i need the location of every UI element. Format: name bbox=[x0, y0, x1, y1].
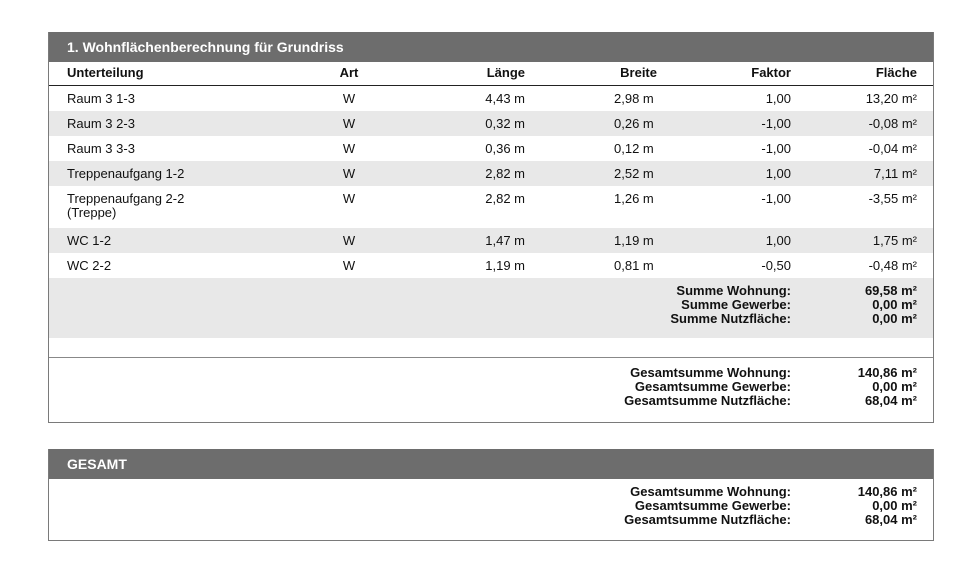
summe-values bbox=[865, 284, 917, 326]
cell-laenge: 0,36 m bbox=[485, 141, 525, 156]
cell-laenge: 1,47 m bbox=[485, 233, 525, 248]
summe-wohnung-label: Summe Wohnung: bbox=[676, 283, 791, 298]
cell-faktor: -1,00 bbox=[761, 116, 791, 131]
cell-breite: 1,19 m bbox=[614, 233, 654, 248]
cell-breite: 0,81 m bbox=[614, 258, 654, 273]
gesamtsumme-gewerbe-value: 0,00 m² bbox=[872, 498, 917, 513]
cell-breite: 0,12 m bbox=[614, 141, 654, 156]
gesamtsumme-wohnung-label: Gesamtsumme Wohnung: bbox=[630, 484, 791, 499]
summe-gewerbe-label: Summe Gewerbe: bbox=[681, 297, 791, 312]
cell-breite: 0,26 m bbox=[614, 116, 654, 131]
cell-art: W bbox=[342, 191, 356, 206]
cell-unterteilung: WC 1-2 bbox=[67, 233, 112, 248]
cell-flaeche: 13,20 m² bbox=[865, 91, 917, 106]
gesamtsumme-wohnung-value: 140,86 m² bbox=[857, 365, 917, 380]
cell-art: W bbox=[342, 91, 356, 106]
cell-faktor: 1,00 bbox=[765, 166, 791, 181]
gesamtsumme-nutzflaeche-value: 68,04 m² bbox=[864, 393, 917, 408]
gesamtsumme-block bbox=[49, 358, 933, 416]
table-row bbox=[49, 253, 933, 278]
cell-art: W bbox=[342, 258, 356, 273]
cell-art: W bbox=[342, 141, 356, 156]
summe-nutzflaeche-value: 0,00 m² bbox=[872, 311, 917, 326]
gesamtsumme-wohnung-label: Gesamtsumme Wohnung: bbox=[630, 365, 791, 380]
header-flaeche: Fläche bbox=[875, 65, 917, 80]
gesamtsumme-gewerbe-label: Gesamtsumme Gewerbe: bbox=[634, 498, 791, 513]
gesamtsumme-values bbox=[858, 485, 917, 527]
gesamtsumme-gewerbe-label: Gesamtsumme Gewerbe: bbox=[634, 379, 791, 394]
summe-labels bbox=[670, 284, 791, 326]
gesamtsumme-values bbox=[858, 366, 917, 408]
section-title: GESAMT bbox=[49, 449, 933, 479]
cell-laenge: 4,43 m bbox=[485, 91, 525, 106]
divider bbox=[49, 338, 933, 358]
cell-unterteilung: Raum 3 2-3 bbox=[67, 116, 135, 131]
cell-unterteilung: Raum 3 1-3 bbox=[67, 91, 135, 106]
cell-faktor: 1,00 bbox=[765, 91, 791, 106]
header-breite: Breite bbox=[620, 65, 657, 80]
table-row bbox=[49, 161, 933, 186]
section-title: 1. Wohnflächenberechnung für Grundriss bbox=[49, 32, 933, 62]
gesamtsumme-gewerbe-value: 0,00 m² bbox=[872, 379, 917, 394]
table-row bbox=[49, 111, 933, 136]
wohnflaechen-section bbox=[48, 32, 934, 423]
header-art: Art bbox=[339, 65, 359, 80]
table-header bbox=[49, 62, 933, 86]
cell-art: W bbox=[342, 233, 356, 248]
cell-faktor: -0,50 bbox=[761, 258, 791, 273]
cell-laenge: 0,32 m bbox=[485, 116, 525, 131]
gesamtsumme-nutzflaeche-label: Gesamtsumme Nutzfläche: bbox=[624, 393, 791, 408]
cell-faktor: -1,00 bbox=[761, 191, 791, 206]
cell-flaeche: -0,48 m² bbox=[868, 258, 917, 273]
summe-block bbox=[49, 278, 933, 338]
cell-art: W bbox=[342, 116, 356, 131]
table-row bbox=[49, 86, 933, 111]
cell-unterteilung-line2: (Treppe) bbox=[67, 205, 117, 220]
gesamtsumme-nutzflaeche-label: Gesamtsumme Nutzfläche: bbox=[624, 512, 791, 527]
table-row bbox=[49, 228, 933, 253]
cell-unterteilung: Treppenaufgang 1-2 bbox=[67, 166, 185, 181]
cell-unterteilung bbox=[67, 192, 184, 220]
cell-laenge: 2,82 m bbox=[485, 191, 525, 206]
cell-flaeche: 7,11 m² bbox=[873, 166, 917, 181]
cell-faktor: -1,00 bbox=[761, 141, 791, 156]
header-laenge: Länge bbox=[486, 65, 525, 80]
cell-flaeche: -3,55 m² bbox=[868, 191, 917, 206]
summe-gewerbe-value: 0,00 m² bbox=[872, 297, 917, 312]
gesamtsumme-labels bbox=[624, 485, 791, 527]
summe-nutzflaeche-label: Summe Nutzfläche: bbox=[670, 311, 791, 326]
cell-breite: 1,26 m bbox=[614, 191, 654, 206]
header-unterteilung: Unterteilung bbox=[67, 65, 144, 80]
header-faktor: Faktor bbox=[751, 65, 791, 80]
gesamtsumme-block bbox=[49, 479, 933, 537]
cell-breite: 2,52 m bbox=[614, 166, 654, 181]
cell-flaeche: -0,04 m² bbox=[868, 141, 917, 156]
cell-laenge: 2,82 m bbox=[485, 166, 525, 181]
table-row bbox=[49, 136, 933, 161]
summe-wohnung-value: 69,58 m² bbox=[864, 283, 917, 298]
cell-faktor: 1,00 bbox=[765, 233, 791, 248]
gesamt-section bbox=[48, 449, 934, 541]
table-row bbox=[49, 186, 933, 228]
gesamtsumme-labels bbox=[624, 366, 791, 408]
cell-unterteilung: Raum 3 3-3 bbox=[67, 141, 135, 156]
cell-breite: 2,98 m bbox=[614, 91, 654, 106]
cell-unterteilung: WC 2-2 bbox=[67, 258, 112, 273]
gesamtsumme-wohnung-value: 140,86 m² bbox=[857, 484, 917, 499]
cell-laenge: 1,19 m bbox=[485, 258, 525, 273]
cell-flaeche: 1,75 m² bbox=[872, 233, 917, 248]
gesamtsumme-nutzflaeche-value: 68,04 m² bbox=[864, 512, 917, 527]
cell-unterteilung-line1: Treppenaufgang 2-2 bbox=[67, 191, 185, 206]
cell-flaeche: -0,08 m² bbox=[868, 116, 917, 131]
cell-art: W bbox=[342, 166, 356, 181]
